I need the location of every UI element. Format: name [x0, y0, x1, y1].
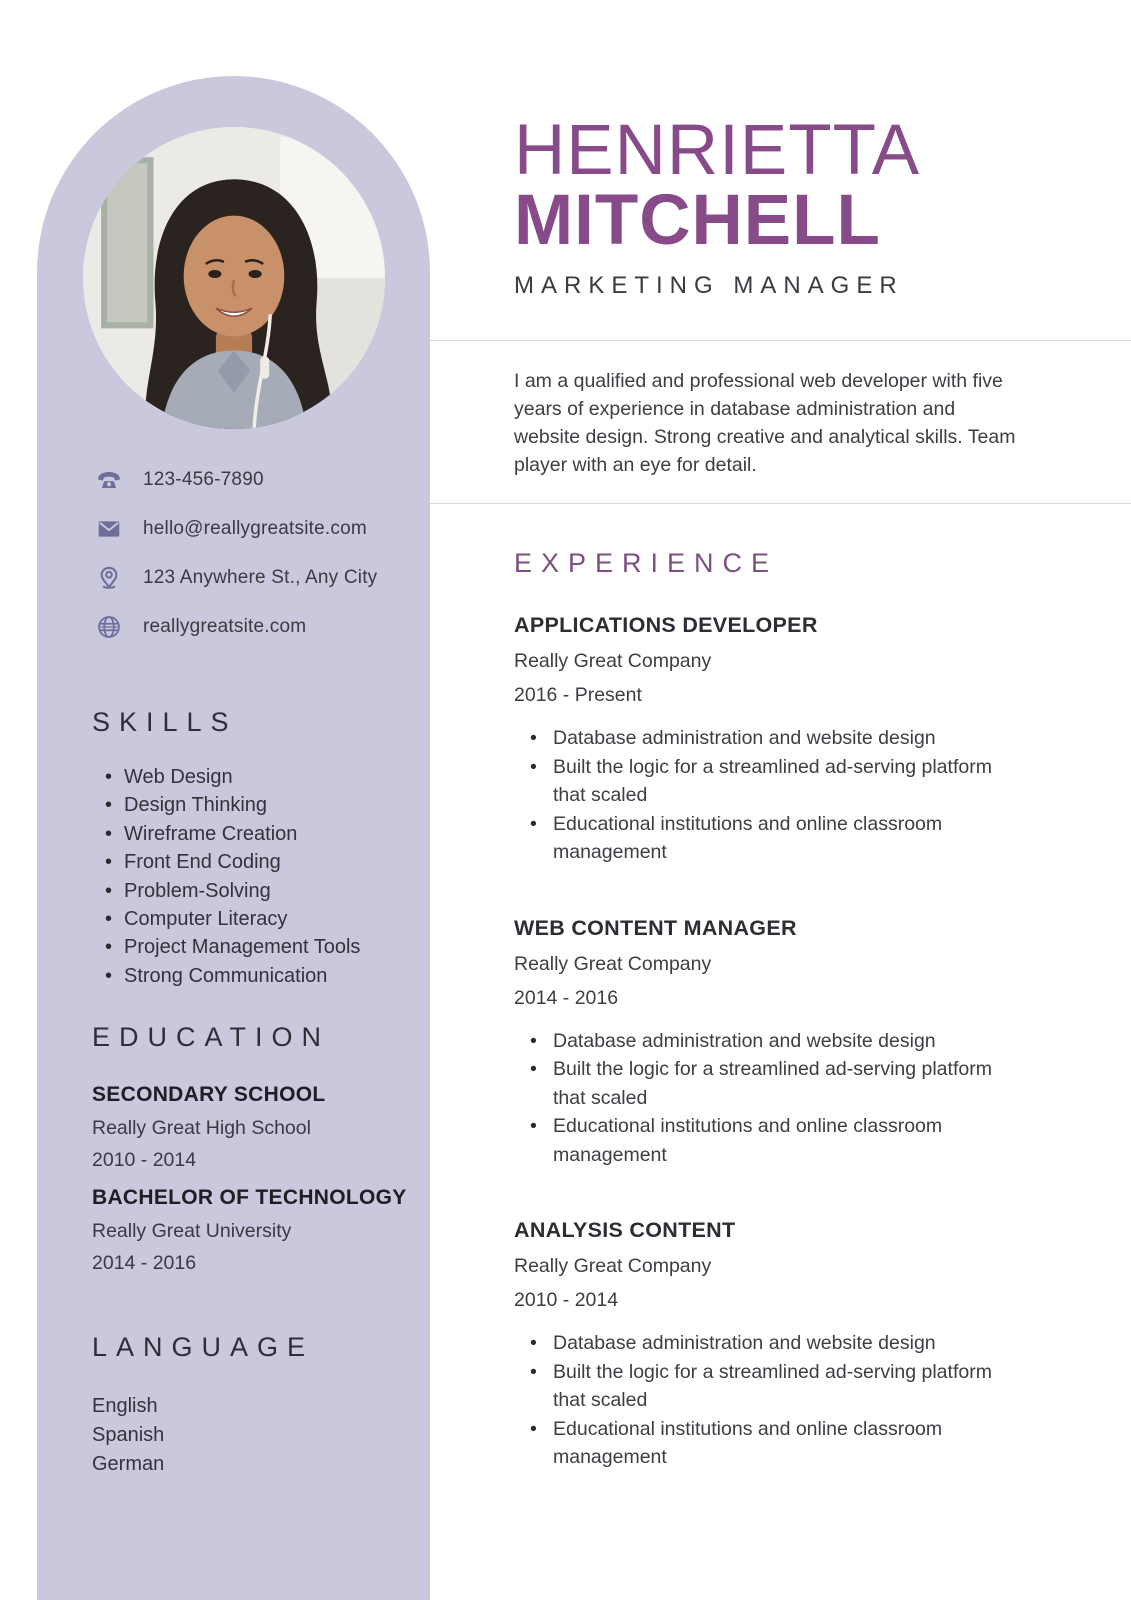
skills-heading: SKILLS: [92, 707, 238, 737]
portrait-illustration: [83, 127, 385, 429]
experience-job: [430, 913, 1131, 1170]
language-item: German: [92, 1453, 165, 1476]
contact-phone-row: [95, 455, 430, 504]
sidebar-arch-panel: [37, 76, 430, 1600]
education-school: Really Great University: [92, 1220, 292, 1243]
skill-item: • Problem-Solving: [105, 877, 430, 905]
job-company: Really Great Company: [514, 650, 712, 672]
education-section: [37, 1020, 430, 1278]
location-pin-icon: [95, 564, 122, 591]
envelope-icon: [95, 515, 122, 542]
job-bullet: • Database administration and website design: [524, 724, 1019, 753]
skill-item: • Computer Literacy: [105, 905, 430, 933]
contact-address-row: [95, 553, 430, 602]
experience-section: [430, 546, 1131, 1472]
job-bullet-list: [514, 724, 1019, 867]
job-company: Really Great Company: [514, 952, 712, 975]
skill-item: • Front End Coding: [105, 848, 430, 876]
globe-icon: [95, 613, 122, 640]
street-address: 123 Anywhere St., Any City: [143, 566, 378, 588]
contact-email-row: [95, 504, 430, 553]
education-heading: EDUCATION: [92, 1022, 331, 1053]
skill-item: • Wireframe Creation: [105, 820, 430, 848]
education-degree: BACHELOR OF TECHNOLOGY: [92, 1186, 407, 1210]
name-header: [430, 111, 1131, 300]
language-list: [37, 1392, 430, 1479]
experience-job: [430, 1215, 1131, 1472]
profile-summary: I am a qualified and professional web developer with five years of experience in database administration and website design. Strong creative and analytical skills. Team player with an eye for detail.: [514, 370, 1016, 476]
experience-job: [430, 610, 1131, 867]
job-bullet: • Built the logic for a streamlined ad-serving platform that scaled: [524, 1358, 1019, 1415]
education-dates: 2010 - 2014: [92, 1149, 197, 1172]
skill-item: • Strong Communication: [105, 962, 430, 990]
job-title: WEB CONTENT MANAGER: [514, 915, 797, 940]
job-bullet: • Database administration and website design: [524, 1329, 1019, 1358]
phone-icon: [95, 466, 122, 493]
job-bullet-list: [514, 1027, 1019, 1170]
language-heading: LANGUAGE: [92, 1332, 315, 1363]
job-dates: 2010 - 2014: [514, 1289, 619, 1311]
education-entry: [92, 1183, 430, 1278]
skill-item: • Project Management Tools: [105, 933, 430, 961]
education-school: Really Great High School: [92, 1117, 311, 1140]
job-bullet-list: [514, 1329, 1019, 1472]
job-dates: 2016 - Present: [514, 684, 642, 706]
contact-section: [95, 455, 430, 651]
divider-line: [430, 503, 1131, 504]
job-title: ANALYSIS CONTENT: [514, 1218, 736, 1242]
language-section: [37, 1330, 430, 1479]
job-title: APPLICATIONS DEVELOPER: [514, 613, 818, 637]
experience-heading: EXPERIENCE: [514, 548, 779, 578]
skills-section: [37, 705, 430, 990]
job-bullet: • Educational institutions and online classroom management: [524, 1415, 1019, 1472]
job-bullet: • Educational institutions and online classroom management: [524, 810, 1019, 867]
education-degree: SECONDARY SCHOOL: [92, 1083, 326, 1107]
job-dates: 2014 - 2016: [514, 986, 619, 1009]
main-column: [430, 0, 1131, 1472]
profile-photo: [83, 127, 385, 429]
skills-list: [37, 763, 430, 990]
contact-website-row: [95, 602, 430, 651]
job-bullet: • Built the logic for a streamlined ad-serving platform that scaled: [524, 1055, 1019, 1112]
divider-line: [430, 340, 1131, 341]
job-bullet: • Database administration and website design: [524, 1027, 1019, 1056]
skill-item: • Web Design: [105, 763, 430, 791]
job-bullet: • Built the logic for a streamlined ad-serving platform that scaled: [524, 753, 1019, 810]
education-dates: 2014 - 2016: [92, 1252, 197, 1275]
job-company: Really Great Company: [514, 1255, 712, 1277]
email-address: hello@reallygreatsite.com: [143, 517, 367, 539]
skill-item: • Design Thinking: [105, 791, 430, 819]
education-entry: [92, 1080, 430, 1175]
language-item: Spanish: [92, 1424, 165, 1447]
phone-number: 123-456-7890: [143, 468, 264, 490]
first-name: HENRIETTA: [514, 111, 921, 190]
website-url: reallygreatsite.com: [143, 615, 307, 637]
language-item: English: [92, 1395, 158, 1418]
job-bullet: • Educational institutions and online classroom management: [524, 1112, 1019, 1169]
job-role-title: MARKETING MANAGER: [514, 272, 904, 299]
last-name: MITCHELL: [514, 181, 881, 260]
